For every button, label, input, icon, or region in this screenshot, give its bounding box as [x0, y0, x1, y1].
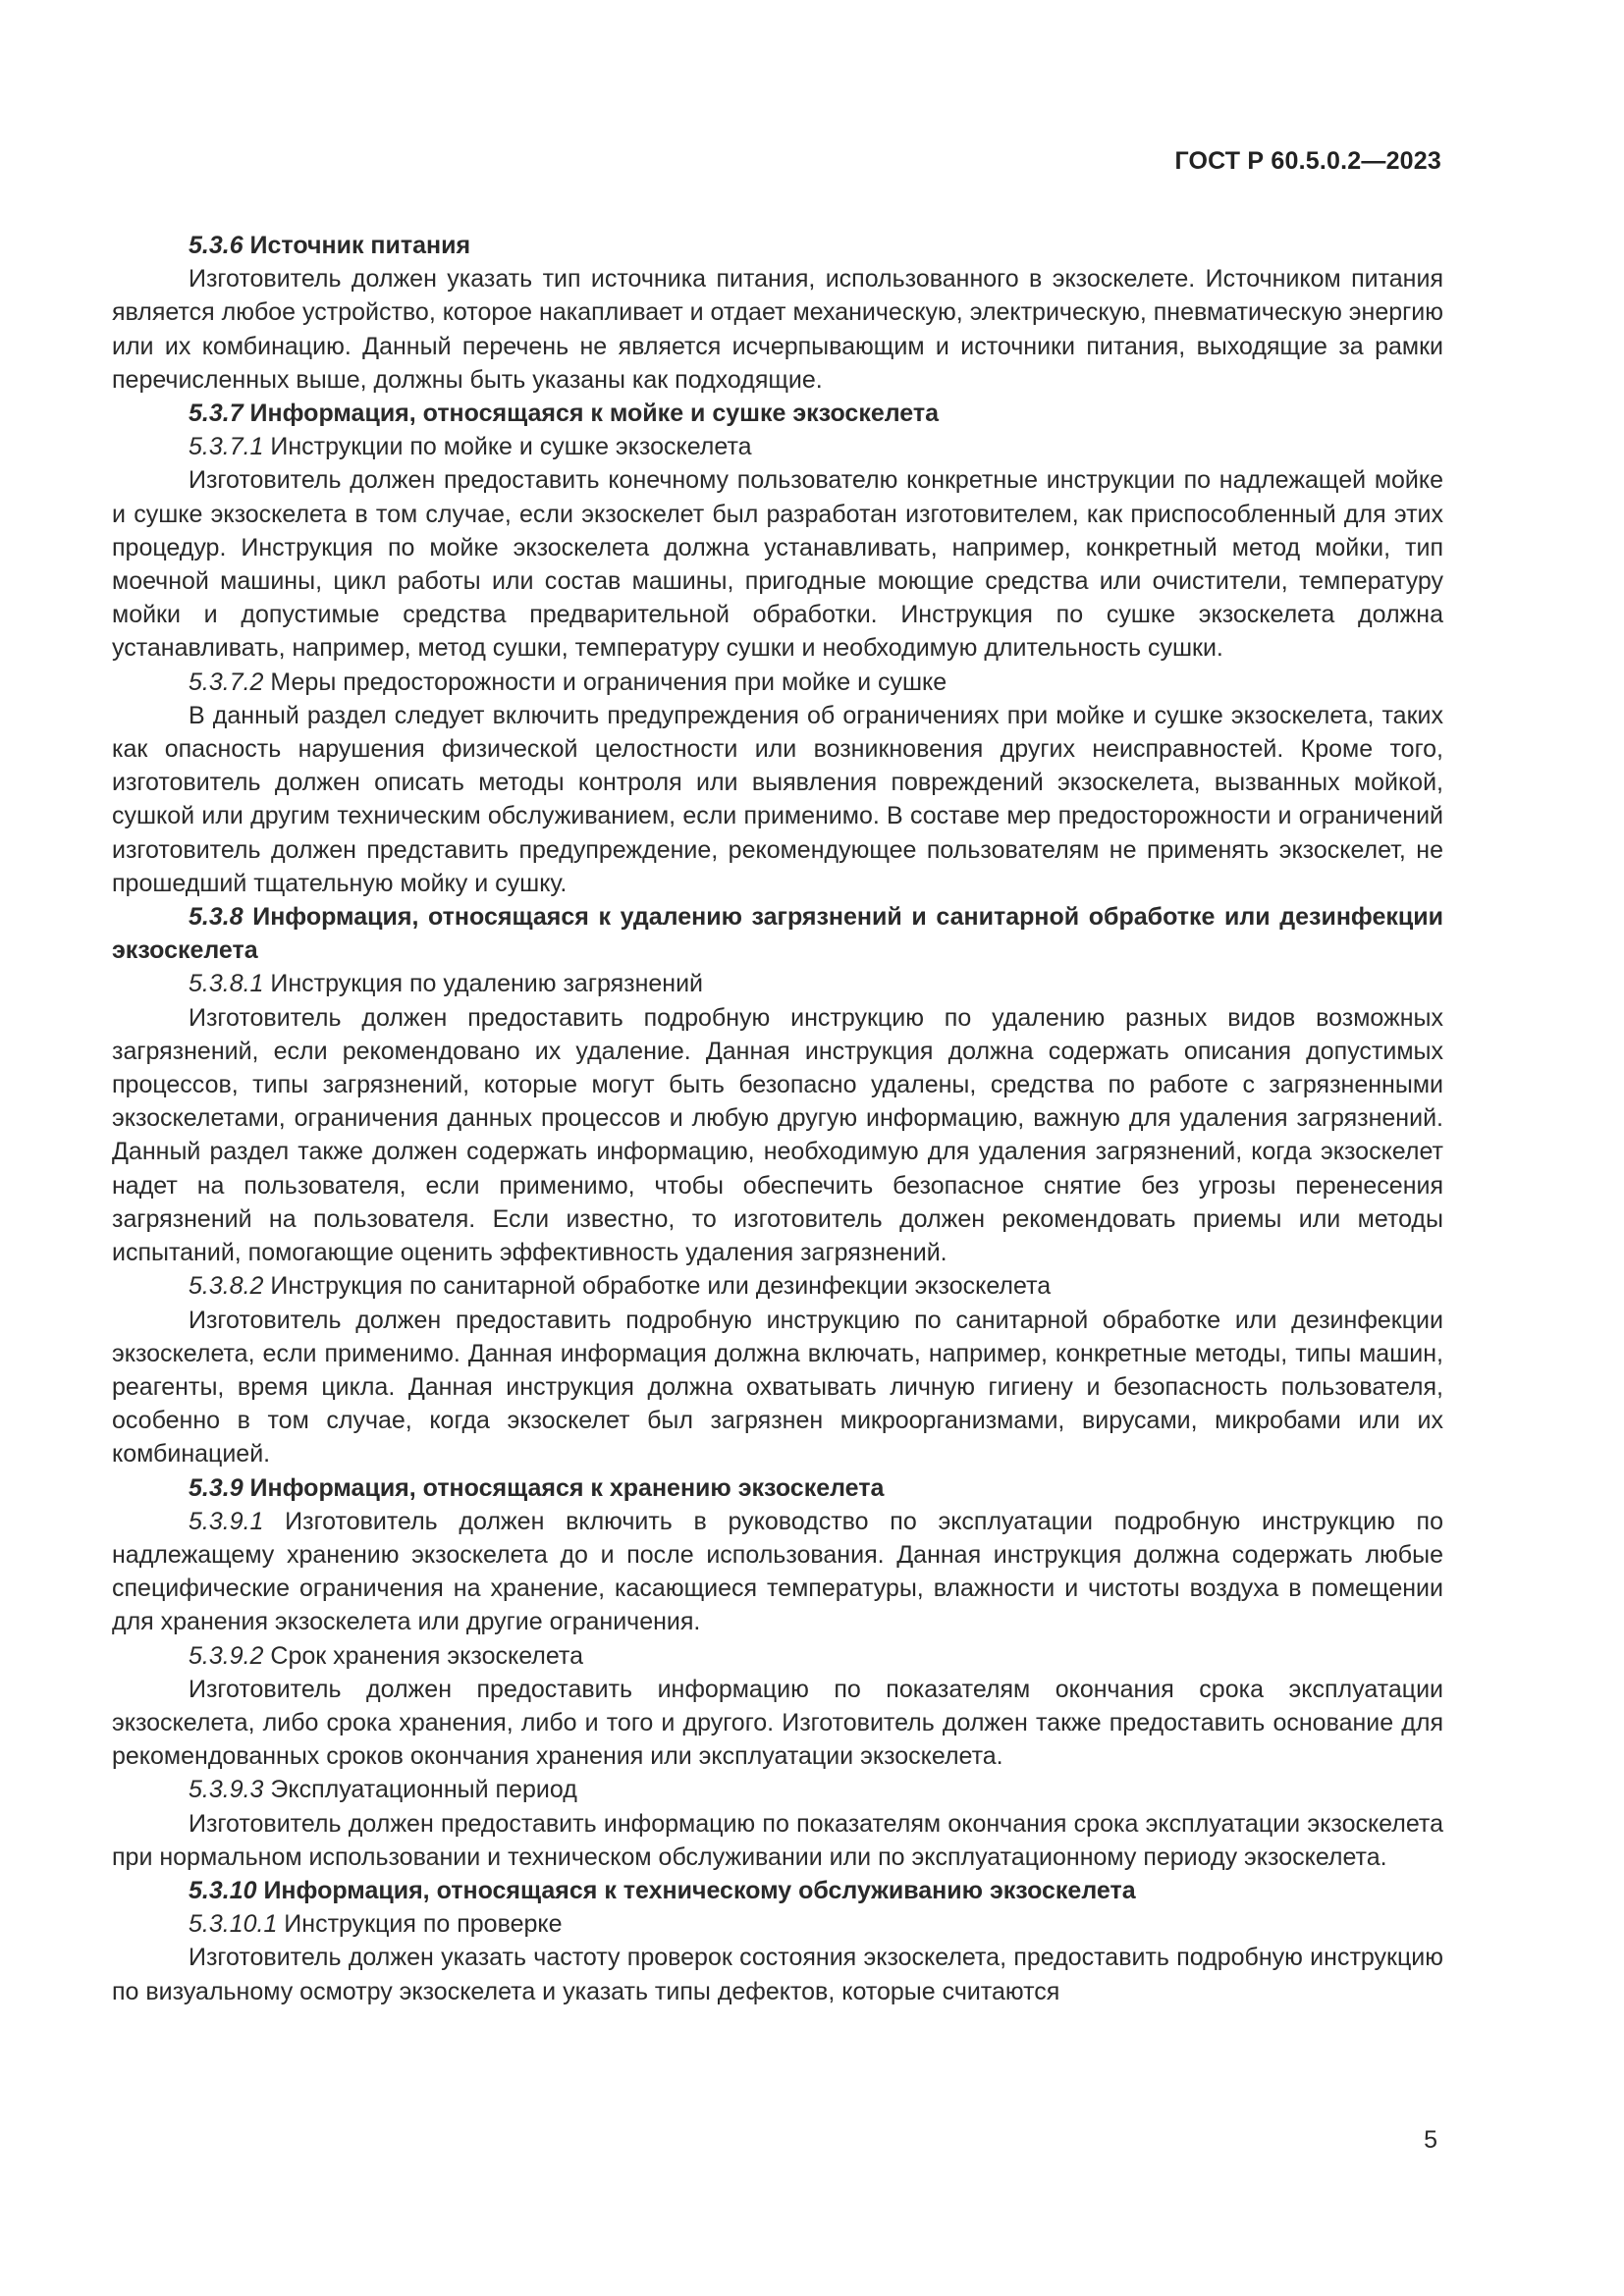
section-heading [112, 229, 1443, 262]
body-paragraph: Изготовитель должен предоставить подробную инструкцию по санитарной обработке или дезинфекции экзоскелета, если применимо. Данная информация должна включать, например, конкретные методы, типы машин, реагенты, время цикла. Данная инструкция должна охватывать личную гигиену и безопасность пользователя, особенно в том случае, когда экзоскелет был загрязнен микроорганизмами, вирусами, микробами или их комбинацией. [112, 1306, 1443, 1468]
section-title: Информация, относящаяся к хранению экзоскелета [243, 1473, 885, 1502]
section-title: Информация, относящаяся к мойке и сушке экзоскелета [243, 400, 940, 428]
subsection-heading [112, 430, 1443, 463]
subsection-number: 5.3.9.3 [189, 1776, 264, 1804]
subsection-paragraph [112, 1505, 1443, 1639]
body-paragraph: Изготовитель должен указать тип источника питания, использованного в экзоскелете. Источником питания является любое устройство, которое накапливает и отдает механическую, электрическую, пневматическую энергию или их комбинацию. Данный перечень не является исчерпывающим и источники питания, выходящие за рамки перечисленных выше, должны быть указаны как подходящие. [112, 265, 1443, 394]
subsection-text: Изготовитель должен включить в руководство по эксплуатации подробную инструкцию по надлежащему хранению экзоскелета до и после использования. Данная инструкция должна содержать любые специфические ограничения на хранение, касающиеся температуры, влажности и чистоты воздуха в помещении для хранения экзоскелета или другие ограничения. [112, 1507, 1443, 1636]
document-header: ГОСТ Р 60.5.0.2—2023 [1174, 147, 1441, 175]
subsection-title: Эксплуатационный период [263, 1776, 577, 1804]
section-number: 5.3.7 [189, 400, 244, 428]
body-paragraph: Изготовитель должен предоставить подробную инструкцию по удалению разных видов возможных загрязнений, если рекомендовано их удаление. Данная инструкция должна содержать описания допустимых процессов, типы загрязнений, которые могут быть безопасно удалены, средства по работе с загрязненными экзоскелетами, ограничения данных процессов и любую другую информацию, важную для удаления загрязнений. Данный раздел также должен содержать информацию, необходимую для удаления загрязнений, когда экзоскелет надет на пользователя, если применимо, чтобы обеспечить безопасное снятие без угрозы перенесения загрязнений на пользователя. Если известно, то изготовитель должен рекомендовать приемы или методы испытаний, помогающие оценить эффективность удаления загрязнений. [112, 1003, 1443, 1267]
page-number: 5 [1424, 2126, 1437, 2154]
subsection-number: 5.3.7.1 [189, 433, 264, 461]
subsection-heading [112, 1269, 1443, 1303]
subsection-title: Инструкции по мойке и сушке экзоскелета [263, 433, 752, 461]
subsection-number: 5.3.8.1 [189, 970, 264, 998]
subsection-number: 5.3.8.2 [189, 1272, 264, 1301]
body-paragraph: В данный раздел следует включить предупреждения об ограничениях при мойке и сушке экзоскелета, таких как опасность нарушения физической целостности или возникновения других неисправностей. Кроме того, изготовитель должен описать методы контроля или выявления повреждений экзоскелета, вызванных мойкой, сушкой или другим техническим обслуживанием, если применимо. В составе мер предосторожности и ограничений изготовитель должен представить предупреждение, рекомендующее пользователям не применять экзоскелет, не прошедший тщательную мойку и сушку. [112, 701, 1443, 897]
subsection-number: 5.3.10.1 [189, 1910, 278, 1939]
section-title: Источник питания [243, 232, 471, 259]
section-heading [112, 900, 1443, 967]
body-paragraph: Изготовитель должен указать частоту проверок состояния экзоскелета, предоставить подробную инструкцию по визуальному осмотру экзоскелета и указать типы дефектов, которые считаются [112, 1944, 1443, 2005]
section-number: 5.3.6 [189, 232, 244, 259]
subsection-number: 5.3.7.2 [189, 667, 264, 696]
section-number: 5.3.10 [189, 1876, 257, 1904]
body-paragraph: Изготовитель должен предоставить конечному пользователю конкретные инструкции по надлежащей мойке и сушке экзоскелета в том случае, если экзоскелет был разработан изготовителем, как приспособленный для этих процедур. Инструкция по мойке экзоскелета должна устанавливать, например, конкретный метод мойки, тип моечной машины, цикл работы или состав машины, пригодные моющие средства или очистители, температуру мойки и допустимые средства предварительной обработки. Инструкция по сушке экзоскелета должна устанавливать, например, метод сушки, температуру сушки и необходимую длительность сушки. [112, 466, 1443, 663]
document-body [112, 229, 1443, 2008]
subsection-heading [112, 967, 1443, 1000]
subsection-title: Инструкция по санитарной обработке или дезинфекции экзоскелета [263, 1272, 1052, 1301]
section-heading [112, 397, 1443, 430]
subsection-heading [112, 1639, 1443, 1673]
section-number: 5.3.8 [189, 903, 244, 932]
subsection-number: 5.3.9.1 [189, 1507, 264, 1535]
section-title: Информация, относящаяся к техническому обслуживанию экзоскелета [256, 1876, 1136, 1904]
subsection-title: Срок хранения экзоскелета [263, 1641, 584, 1670]
body-paragraph: Изготовитель должен предоставить информацию по показателям окончания срока эксплуатации экзоскелета, либо срока хранения, либо и того и другого. Изготовитель должен также предоставить основание для рекомендованных сроков окончания хранения или эксплуатации экзоскелета. [112, 1675, 1443, 1771]
subsection-number: 5.3.9.2 [189, 1641, 264, 1670]
section-heading [112, 1471, 1443, 1505]
subsection-title: Инструкция по проверке [277, 1910, 563, 1939]
subsection-title: Меры предосторожности и ограничения при мойке и сушке [263, 667, 947, 696]
section-title: Информация, относящаяся к удалению загрязнений и санитарной обработке или дезинфекции экзоскелета [112, 903, 1443, 965]
subsection-heading [112, 666, 1443, 699]
subsection-title: Инструкция по удалению загрязнений [263, 970, 704, 998]
subsection-heading [112, 1773, 1443, 1806]
section-number: 5.3.9 [189, 1473, 244, 1502]
subsection-heading [112, 1907, 1443, 1941]
body-paragraph: Изготовитель должен предоставить информацию по показателям окончания срока эксплуатации экзоскелета при нормальном использовании и техническом обслуживании или по эксплуатационному периоду экзоскелета. [112, 1809, 1443, 1871]
section-heading [112, 1874, 1443, 1907]
